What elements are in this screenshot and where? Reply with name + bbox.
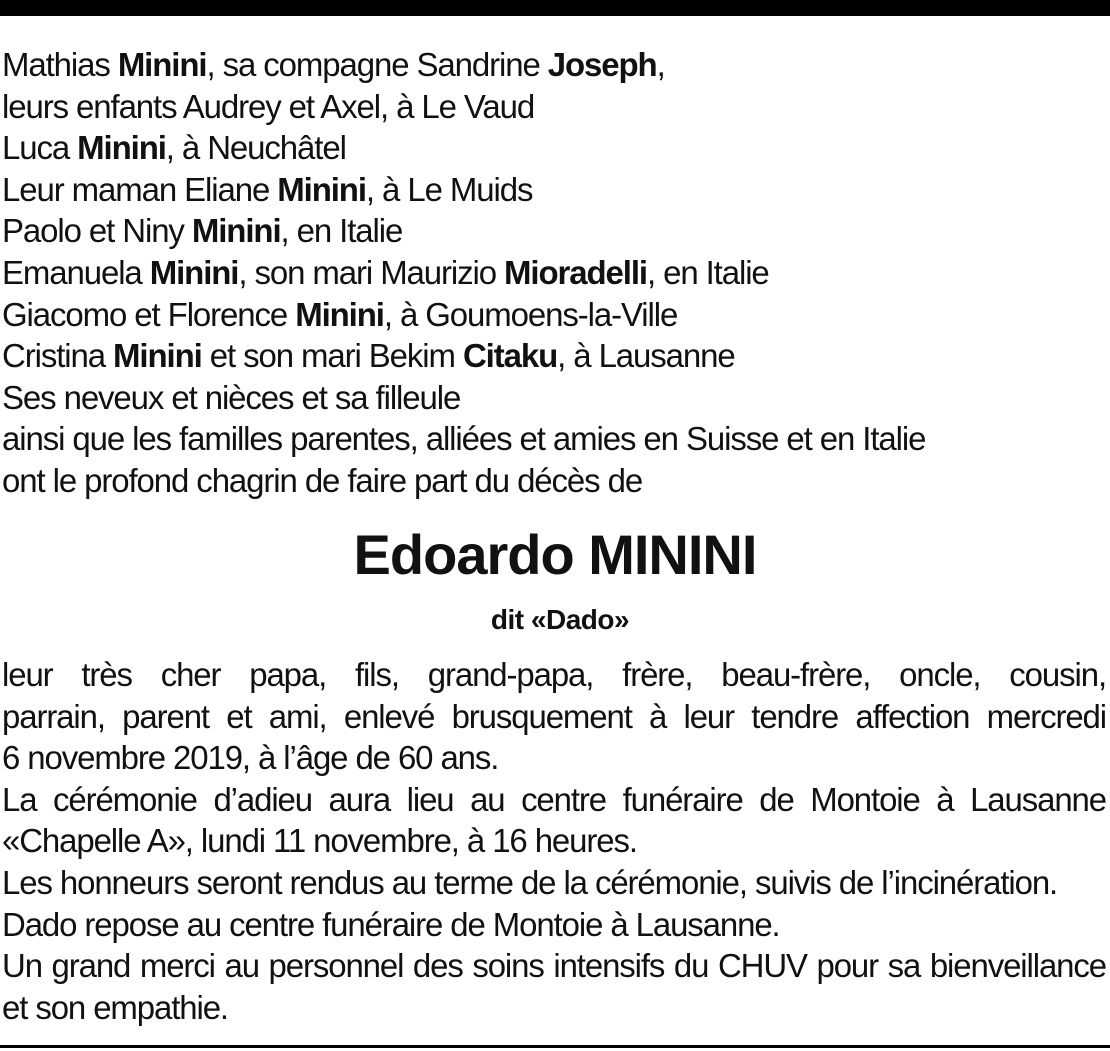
text-line: leur très cher papa, fils, grand-papa, frère, beau-frère, oncle, cousin, xyxy=(2,656,1106,693)
family-text: Giacomo et Florence xyxy=(2,295,296,333)
family-text: , xyxy=(656,46,665,83)
family-text: , sa compagne Sandrine xyxy=(206,46,548,83)
family-line xyxy=(2,418,1106,460)
family-text: , à Le Muids xyxy=(365,170,533,208)
family-text: et son mari Bekim xyxy=(201,337,463,375)
text-line: Dado repose au centre funéraire de Montoie à Lausanne. xyxy=(2,905,780,943)
family-line xyxy=(2,252,1106,294)
paragraph-ceremony xyxy=(2,779,1108,862)
paragraph-rest xyxy=(2,904,1108,946)
text-line: parrain, parent et ami, enlevé brusquement à leur tendre affection mercredi xyxy=(2,697,1106,735)
bottom-border-rule xyxy=(0,1045,1110,1048)
family-text: , à Goumoens-la-Ville xyxy=(383,295,678,333)
family-line xyxy=(2,44,1106,86)
family-line xyxy=(2,127,1106,169)
surname: Minini xyxy=(295,295,384,333)
family-text: ainsi que les familles parentes, alliées et amies en Suisse et en Italie xyxy=(2,420,926,458)
family-line xyxy=(2,335,1106,377)
surname: Minini xyxy=(277,170,366,208)
family-text: Mathias xyxy=(2,46,118,83)
deceased-name: Edoardo MININI xyxy=(353,523,757,586)
top-border-rule xyxy=(0,0,1110,16)
surname: Joseph xyxy=(547,46,657,83)
family-text: , en Italie xyxy=(280,212,403,250)
surname: Minini xyxy=(77,129,166,167)
text-line: 6 novembre 2019, à l’âge de 60 ans. xyxy=(2,739,499,777)
family-line xyxy=(2,169,1106,211)
family-text: Cristina xyxy=(2,337,114,375)
family-text: Luca xyxy=(2,129,78,167)
announcement-text xyxy=(2,654,1108,1028)
family-line xyxy=(2,294,1106,336)
family-line xyxy=(2,86,1106,128)
family-text: , son mari Maurizio xyxy=(238,253,505,291)
family-text: Ses neveux et nièces et sa filleule xyxy=(2,378,461,416)
family-text: , à Lausanne xyxy=(557,337,735,375)
text-line: Les honneurs seront rendus au terme de la cérémonie, suivis de l’incinération. xyxy=(2,863,1058,901)
paragraph-thanks xyxy=(2,945,1108,1028)
family-line xyxy=(2,210,1106,252)
deceased-nickname: dit «Dado» xyxy=(490,604,630,635)
surname: Mioradelli xyxy=(504,253,647,291)
text-line: «Chapelle A», lundi 11 novembre, à 16 heures. xyxy=(2,822,637,860)
family-text: Emanuela xyxy=(2,253,150,291)
paragraph-relationship xyxy=(2,654,1108,779)
family-text: Paolo et Niny xyxy=(2,212,192,250)
family-text: , à Neuchâtel xyxy=(165,129,346,167)
paragraph-honours xyxy=(2,862,1108,904)
surname: Minini xyxy=(113,337,202,375)
text-line: La cérémonie d’adieu aura lieu au centre funéraire de Montoie à Lausanne xyxy=(2,780,1106,818)
family-text: leurs enfants Audrey et Axel, à Le Vaud xyxy=(2,87,535,125)
family-text: , en Italie xyxy=(646,253,769,291)
surname: Citaku xyxy=(462,337,558,375)
family-line xyxy=(2,460,1106,502)
family-line xyxy=(2,377,1106,419)
surname: Minini xyxy=(117,46,207,83)
text-line: Un grand merci au personnel des soins intensifs du CHUV pour sa bienveillance xyxy=(2,947,1106,985)
text-line: et son empathie. xyxy=(2,988,228,1026)
surname: Minini xyxy=(149,253,239,291)
family-text: Leur maman Eliane xyxy=(2,170,278,208)
family-list xyxy=(2,44,1107,502)
family-text: ont le profond chagrin de faire part du décès de xyxy=(2,461,643,499)
surname: Minini xyxy=(191,212,281,250)
